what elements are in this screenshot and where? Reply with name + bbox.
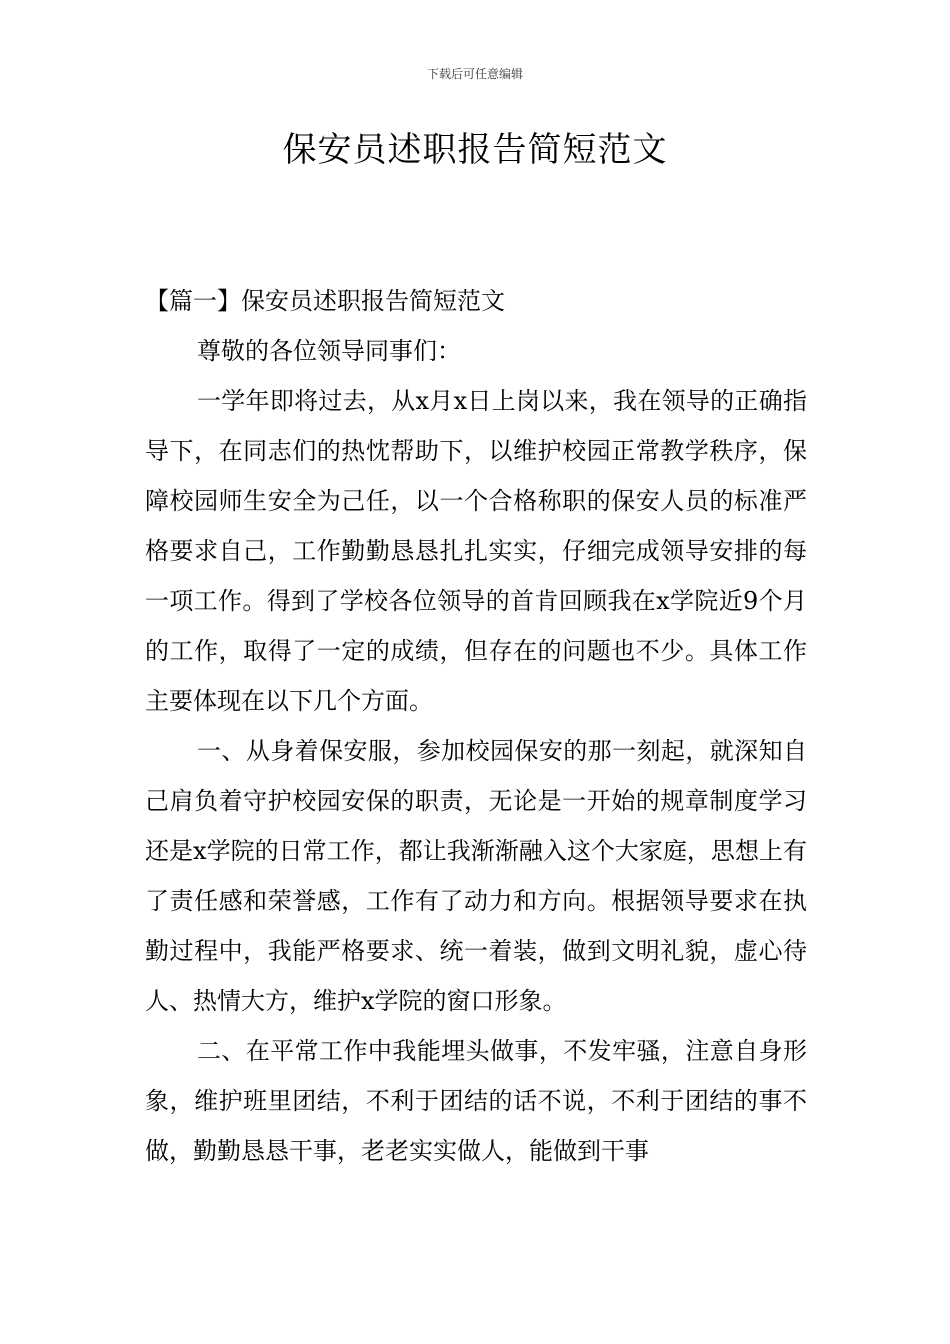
document-title: 保安员述职报告简短范文	[282, 130, 668, 170]
section-heading: 【篇一】保安员述职报告简短范文	[145, 287, 505, 315]
header-note: 下载后可任意编辑	[426, 67, 523, 81]
paragraph-1: 一学年即将过去，从x月x日上岗以来，我在领导的正确指导下，在同志们的热忱帮助下，以维护校园正常教学秩序，保障校园师生安全为己任，以一个合格称职的保安人员的标准严格要求自己，工作勤勤恳恳扎扎实实，仔细完成领导安排的每一项工作。得到了学校各位领导的首肯回顾我在x学院近9个月的工作，取得了一定的成绩，但存在的问题也不少。具体工作主要体现在以下几个方面。	[145, 387, 807, 715]
paragraph-3: 二、在平常工作中我能埋头做事，不发牢骚，注意自身形象，维护班里团结，不利于团结的话不说，不利于团结的事不做，勤勤恳恳干事，老老实实做人，能做到干事	[145, 1037, 807, 1165]
salutation: 尊敬的各位领导同事们：	[197, 337, 461, 365]
paragraph-2: 一、从身着保安服，参加校园保安的那一刻起，就深知自己肩负着守护校园安保的职责，无论是一开始的规章制度学习还是x学院的日常工作，都让我渐渐融入这个大家庭，思想上有了责任感和荣誉感，工作有了动力和方向。根据领导要求在执勤过程中，我能严格要求、统一着装，做到文明礼貌，虚心待人、热情大方，维护x学院的窗口形象。	[145, 737, 807, 1015]
document-body	[145, 276, 807, 1176]
